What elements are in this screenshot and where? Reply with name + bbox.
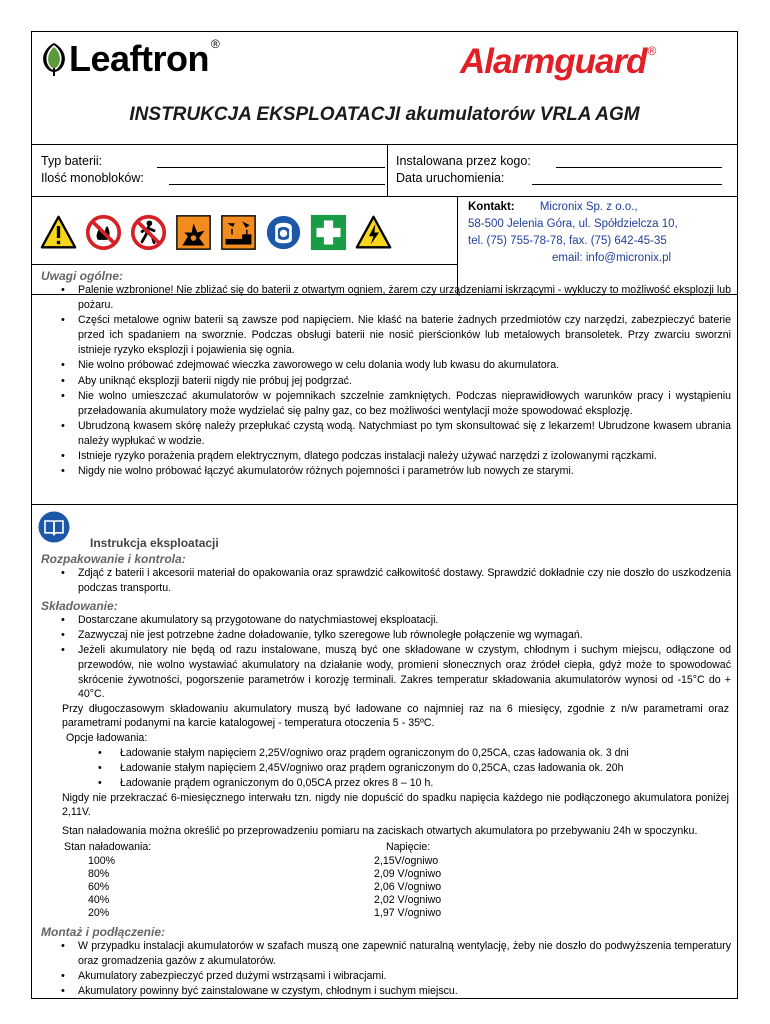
contact-address: 58-500 Jelenia Góra, ul. Spółdzielcza 10,	[468, 218, 678, 230]
field-start-date	[396, 170, 726, 187]
leaf-icon	[39, 41, 69, 77]
no-fire-icon	[85, 214, 122, 251]
table-header-row	[64, 841, 441, 854]
unpack-heading: Rozpakowanie i kontrola:	[41, 552, 186, 566]
leaftron-wordmark: Leaftron	[69, 38, 209, 79]
list-item: • Akumulatory zabezpieczyć przed dużymi wstrząsami i wibracjami.	[32, 969, 731, 984]
contact-phone: tel. (75) 755-78-78, fax. (75) 642-45-35	[468, 235, 667, 247]
storage-heading: Składowanie:	[41, 599, 118, 614]
col-state-header: Stan naładowania:	[64, 841, 152, 854]
divider	[32, 196, 737, 197]
table-row	[64, 881, 441, 894]
table-cell: 100%	[88, 854, 116, 867]
warning-triangle-icon	[40, 214, 77, 251]
charge-options-label: Opcje ładowania:	[66, 731, 148, 744]
table-cell: 20%	[88, 907, 110, 920]
state-note-text: Stan naładowania można określić po przeprowadzeniu pomiaru na zaciskach otwartych akumulatora po przebywaniu 24h w spoczynku.	[62, 824, 698, 837]
list-item: • Nie wolno umieszczać akumulatorów w pojemnikach szczelnie zamkniętych. Podczas nieprawidłowych warunków pracy i wystąpieniu przeładowania akumulatory może wydzielać się palny gaz, co bez możliwości wentylacji może spowodować eksplozję.	[32, 389, 731, 419]
field-installed-by	[396, 153, 726, 170]
contact-company: Micronix Sp. z o.o.,	[539, 201, 638, 213]
field-block-count	[41, 170, 386, 187]
alarmguard-wordmark: Alarmguard	[460, 42, 647, 81]
list-item: • Palenie wzbronione! Nie zbliżać się do baterii z otwartym ogniem, żarem czy urządzeniami iskrzącymi - wykluczy to możliwość eksplozji lub pożaru.	[32, 283, 731, 313]
corrosive-icon	[220, 214, 257, 251]
list-item: • Nigdy nie wolno próbować łączyć akumulatorów różnych pojemności i parametrów lub nowych ze starymi.	[32, 464, 731, 479]
list-item: • Ładowanie stałym napięciem 2,45V/ogniwo oraz prądem ograniczonym do 0,25CA, czas ładowania ok. 20h	[32, 761, 731, 776]
table-row	[64, 907, 441, 920]
alarmguard-logo	[460, 44, 656, 80]
contact-label: Kontakt:	[468, 201, 515, 213]
divider	[32, 504, 737, 505]
list-item: • Zdjąć z baterii i akcesorii materiał do opakowania oraz sprawdzić całkowitość dostawy. Sprawdzić dokładnie czy nie doszło do uszkodzenia podczas transportu.	[32, 566, 731, 596]
table-cell: 60%	[88, 880, 110, 893]
list-item: • Aby uniknąć eksplozji baterii nigdy nie próbuj jej podgrzać.	[32, 374, 731, 389]
list-item: • Akumulatory powinny być zainstalowane w czystym, chłodnym i suchym miejscu.	[32, 984, 731, 999]
charge-state-table	[64, 841, 441, 920]
document-frame	[31, 31, 738, 999]
document-title: INSTRUKCJA EKSPLOATACJI akumulatorów VRLA AGM	[129, 104, 640, 125]
table-cell: 2,02 V/ogniwo	[374, 894, 442, 907]
list-item: • Ładowanie prądem ograniczonym do 0,05CA przez okres 8 – 10 h.	[32, 776, 731, 791]
divider	[32, 144, 737, 145]
general-list	[32, 283, 731, 479]
charge-options-list	[32, 746, 731, 791]
hazard-icons	[40, 214, 392, 251]
manual-book-icon	[38, 511, 70, 543]
general-section	[41, 269, 731, 479]
start-date-label: Data uruchomienia:	[396, 171, 505, 185]
mounting-heading: Montaż i podłączenie:	[41, 924, 166, 939]
table-cell: 80%	[88, 867, 110, 880]
contact-email[interactable]: email: info@micronix.pl	[552, 252, 672, 264]
no-entry-icon	[130, 214, 167, 251]
table-row	[64, 868, 441, 881]
battery-type-input[interactable]	[157, 157, 385, 168]
block-count-input[interactable]	[169, 174, 385, 185]
table-cell: 2,09 V/ogniwo	[374, 867, 442, 880]
leaftron-logo	[39, 37, 220, 79]
table-cell: 1,97 V/ogniwo	[374, 907, 442, 920]
list-item: • Jeżeli akumulatory nie będą od razu instalowane, muszą być one składowane w czystym, chłodnym i suchym miejscu, odłączone od przewodów, nie wolno wystawiać akumulatory na działanie wody, promieni słonecznych oraz źródeł ciepła, gdyż może to spowodować skrócenie żywotności, pogorszenie parametrów i korozję terminali. Zakres temperatur składowania akumulatorów wynosi od -15°C do + 40°C.	[32, 643, 731, 701]
electric-hazard-icon	[355, 214, 392, 251]
long-storage-text: Przy długoczasowym składowaniu akumulatory muszą być ładowane co najmniej raz na 6 miesięcy, zgodnie z n/w parametrami oraz parametrami podanymi na karcie katalogowej - temperatura otoczenia 5 - 35ºC.	[62, 702, 729, 730]
list-item: • Nie wolno próbować zdejmować wieczka zaworowego w celu dolania wody lub kwasu do akumulatora.	[32, 358, 731, 373]
divider	[32, 264, 457, 265]
divider	[387, 144, 388, 196]
start-date-input[interactable]	[532, 174, 722, 185]
mounting-list	[32, 939, 731, 999]
instructions-body	[41, 552, 731, 999]
contact-block	[468, 199, 736, 267]
block-count-label: Ilość monobloków:	[41, 171, 144, 185]
first-aid-icon	[310, 214, 347, 251]
table-cell: 40%	[88, 894, 110, 907]
field-battery-type	[41, 153, 386, 170]
table-row	[64, 894, 441, 907]
face-shield-icon	[265, 214, 302, 251]
general-heading: Uwagi ogólne:	[41, 269, 123, 283]
list-item: • Części metalowe ogniw baterii są zawsze pod napięciem. Nie kłaść na baterie żadnych przedmiotów czy narzędzi, zabezpieczyć baterie przed ich spadaniem na sworznie. Podczas obsługi baterii nie nosić pierścionków lub metalowych bransoletek. Przy zwarciu sworzni istnieje ryzyko eksplozji i pojawienia się ognia.	[32, 313, 731, 358]
storage-list	[32, 613, 731, 702]
installed-by-input[interactable]	[556, 157, 722, 168]
alarmguard-reg-mark: ®	[647, 44, 657, 58]
col-voltage-header: Napięcie:	[386, 841, 431, 854]
table-cell: 2,06 V/ogniwo	[374, 880, 442, 893]
installed-by-label: Instalowana przez kogo:	[396, 154, 531, 168]
list-item: • W przypadku instalacji akumulatorów w szafach muszą one zapewnić naturalną wentylację, żeby nie doszło do podwyższenia temperatury oraz gromadzenia gazów z akumulatorów.	[32, 939, 731, 969]
list-item: • Ładowanie stałym napięciem 2,25V/ogniwo oraz prądem ograniczonym do 0,25CA, czas ładowania ok. 3 dni	[32, 746, 731, 761]
list-item: • Dostarczane akumulatory są przygotowane do natychmiastowej eksploatacji.	[32, 613, 731, 628]
unpack-list	[32, 566, 731, 596]
instructions-heading: Instrukcja eksploatacji	[90, 536, 219, 550]
table-row	[64, 855, 441, 868]
leaftron-reg-mark: ®	[211, 37, 220, 51]
list-item: • Ubrudzoną kwasem skórę należy przepłukać czystą wodą. Natychmiast po tym skonsultować się z lekarzem! Ubrudzone kwasem ubrania należy wypłukać w wodzie.	[32, 419, 731, 449]
list-item: • Zazwyczaj nie jest potrzebne żadne doładowanie, tylko szeregowe lub równoległe połączenie wg wymagań.	[32, 628, 731, 643]
table-cell: 2,15V/ogniwo	[374, 854, 439, 867]
list-item: • Istnieje ryzyko porażenia prądem elektrycznym, dlatego podczas instalacji należy używać narzędzi z izolowanymi rączkami.	[32, 449, 731, 464]
no-exceed-text: Nigdy nie przekraczać 6-miesięcznego interwału tzn. nigdy nie dopuścić do spadku napięcia każdego nie podłączonego akumulatora poniżej 2,11V.	[62, 791, 729, 819]
battery-type-label: Typ baterii:	[41, 154, 103, 168]
explosive-icon	[175, 214, 212, 251]
